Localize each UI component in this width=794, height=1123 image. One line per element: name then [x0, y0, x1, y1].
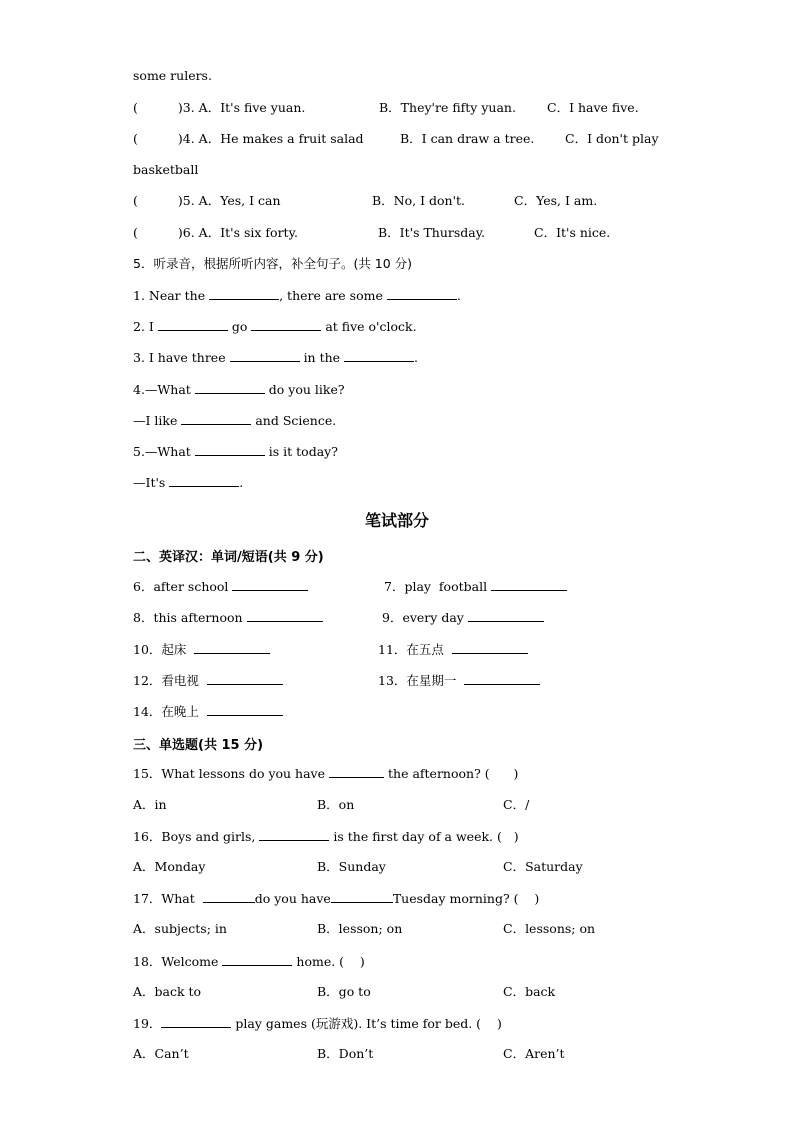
translate-item-9: [382, 609, 544, 626]
question-3: [133, 100, 305, 116]
answer-blank[interactable]: [222, 953, 292, 966]
question-17: [133, 890, 539, 907]
q18-option-b[interactable]: B．go to: [317, 984, 371, 999]
question-15: [133, 765, 518, 782]
sentence-text: .: [456, 288, 461, 303]
question-text: 15．What lessons do you have: [133, 766, 326, 781]
answer-blank[interactable]: [468, 609, 544, 622]
q18-option-c[interactable]: C．back: [503, 984, 556, 999]
q17-option-a[interactable]: A．subjects; in: [133, 921, 227, 936]
q19-option-a[interactable]: A．Can’t: [133, 1046, 189, 1061]
question-number: )5. A．: [177, 193, 221, 208]
question-text: 16．Boys and girls,: [133, 829, 256, 844]
answer-blank[interactable]: [232, 578, 308, 591]
answer-blank[interactable]: [329, 765, 384, 778]
q19-option-b[interactable]: B．Don’t: [317, 1046, 374, 1061]
question-text: is the first day of a week. ( ): [333, 829, 519, 844]
question-text: 17．What: [133, 891, 195, 906]
question-4-continuation: basketball: [133, 162, 199, 177]
option-b: B．It's Thursday.: [378, 225, 486, 240]
answer-blank[interactable]: [195, 443, 265, 456]
answer-blank[interactable]: [169, 474, 239, 487]
answer-blank[interactable]: [209, 287, 279, 300]
translate-item-10: [133, 641, 270, 658]
translate-item-8: [133, 609, 323, 626]
item-label: 14．在晚上: [133, 704, 199, 719]
question-number: )4. A．: [177, 131, 221, 146]
question-text: 19．: [133, 1016, 162, 1031]
sentence-text: .: [239, 475, 244, 490]
sentence-text: .: [414, 350, 419, 365]
question-16: [133, 828, 519, 845]
option-a: He makes a fruit salad: [220, 131, 364, 146]
answer-blank[interactable]: [195, 381, 265, 394]
answer-blank[interactable]: [259, 828, 329, 841]
answer-blank[interactable]: [344, 349, 414, 362]
sentence-text: 1. Near the: [133, 288, 206, 303]
item-label: 11．在五点: [378, 642, 444, 657]
option-a: Yes, I can: [220, 193, 281, 208]
sentence-text: and Science.: [255, 413, 337, 428]
answer-blank[interactable]: [207, 672, 283, 685]
answer-blank[interactable]: [247, 609, 323, 622]
answer-blank[interactable]: [387, 287, 457, 300]
written-part-heading: 笔试部分: [364, 511, 429, 530]
item-label: 13．在星期一: [378, 673, 457, 688]
option-b: B．No, I don't.: [372, 193, 466, 208]
sentence-text: , there are some: [279, 288, 383, 303]
q16-option-c[interactable]: C．Saturday: [503, 859, 583, 874]
item-label: 7．play football: [384, 579, 488, 594]
paren-open: (: [133, 100, 138, 115]
sentence-2: [133, 318, 417, 335]
answer-blank[interactable]: [491, 578, 567, 591]
sentence-text: —I like: [133, 413, 178, 428]
paren-open: (: [133, 131, 138, 146]
question-text: home. ( ): [296, 954, 365, 969]
translate-item-13: [378, 672, 540, 689]
question-text: do you have: [254, 891, 331, 906]
question-6: [133, 225, 298, 241]
q15-option-a[interactable]: A．in: [133, 797, 167, 812]
q15-option-b[interactable]: B．on: [317, 797, 355, 812]
sentence-4: [133, 381, 345, 398]
sentence-text: at five o'clock.: [325, 319, 417, 334]
answer-blank[interactable]: [203, 890, 255, 903]
item-label: 8．this afternoon: [133, 610, 243, 625]
sentence-text: is it today?: [268, 444, 338, 459]
answer-blank[interactable]: [464, 672, 540, 685]
answer-blank[interactable]: [181, 412, 251, 425]
option-c: C．It's nice.: [534, 225, 611, 240]
q16-option-a[interactable]: A．Monday: [133, 859, 206, 874]
question-text: play games (玩游戏). It’s time for bed. ( ): [235, 1016, 502, 1031]
answer-blank[interactable]: [194, 641, 270, 654]
section-2-title: 二、英译汉：单词/短语(共 9 分): [133, 550, 324, 565]
question-4: [133, 131, 364, 147]
item-label: 10．起床: [133, 642, 187, 657]
section-3-title: 三、单选题(共 15 分): [133, 738, 264, 753]
option-c: C．I have five.: [547, 100, 639, 115]
answer-blank[interactable]: [158, 318, 228, 331]
question-text: 18．Welcome: [133, 954, 219, 969]
option-a: It's five yuan.: [220, 100, 306, 115]
q17-option-b[interactable]: B．lesson; on: [317, 921, 403, 936]
question-5: [133, 193, 281, 209]
sentence-text: in the: [303, 350, 341, 365]
question-number: )6. A．: [177, 225, 221, 240]
q18-option-a[interactable]: A．back to: [133, 984, 202, 999]
translate-item-6: [133, 578, 308, 595]
option-a: It's six forty.: [220, 225, 298, 240]
option-c: C．I don't play: [565, 131, 659, 146]
question-text: Tuesday morning? ( ): [392, 891, 540, 906]
translate-item-7: [384, 578, 567, 595]
sentence-5: [133, 443, 338, 460]
paren-open: (: [133, 225, 138, 240]
question-text: the afternoon? ( ): [388, 766, 519, 781]
paren-open: (: [133, 193, 138, 208]
q17-option-c[interactable]: C．lessons; on: [503, 921, 596, 936]
option-b: B．They're fifty yuan.: [379, 100, 516, 115]
sentence-text: do you like?: [268, 382, 345, 397]
sentence-text: —It's: [133, 475, 166, 490]
sentence-text: go: [231, 319, 248, 334]
question-18: [133, 953, 365, 970]
sentence-5-reply: [133, 474, 243, 491]
q15-option-c[interactable]: C．/: [503, 797, 530, 812]
translate-item-12: [133, 672, 283, 689]
option-c: C．Yes, I am.: [514, 193, 598, 208]
translate-item-14: [133, 703, 283, 720]
answer-blank[interactable]: [230, 349, 300, 362]
sentence-1: [133, 287, 461, 304]
answer-blank[interactable]: [452, 641, 528, 654]
sentence-4-reply: [133, 412, 336, 429]
sentence-text: 3. I have three: [133, 350, 226, 365]
answer-blank[interactable]: [207, 703, 283, 716]
item-label: 9．every day: [382, 610, 464, 625]
sentence-text: 2. I: [133, 319, 154, 334]
answer-blank[interactable]: [251, 318, 321, 331]
answer-blank[interactable]: [161, 1015, 231, 1028]
sentence-3: [133, 349, 418, 366]
item-label: 6．after school: [133, 579, 229, 594]
q16-option-b[interactable]: B．Sunday: [317, 859, 386, 874]
q19-option-c[interactable]: C．Aren’t: [503, 1046, 565, 1061]
carry-line: some rulers.: [133, 68, 212, 83]
section-5-title: 5．听录音，根据所听内容，补全句子。(共 10 分): [133, 256, 413, 271]
question-19: [133, 1015, 502, 1032]
sentence-text: 4.—What: [133, 382, 191, 397]
option-b: B．I can draw a tree.: [400, 131, 535, 146]
translate-item-11: [378, 641, 528, 658]
question-number: )3. A．: [177, 100, 221, 115]
answer-blank[interactable]: [331, 890, 393, 903]
item-label: 12．看电视: [133, 673, 199, 688]
sentence-text: 5.—What: [133, 444, 191, 459]
